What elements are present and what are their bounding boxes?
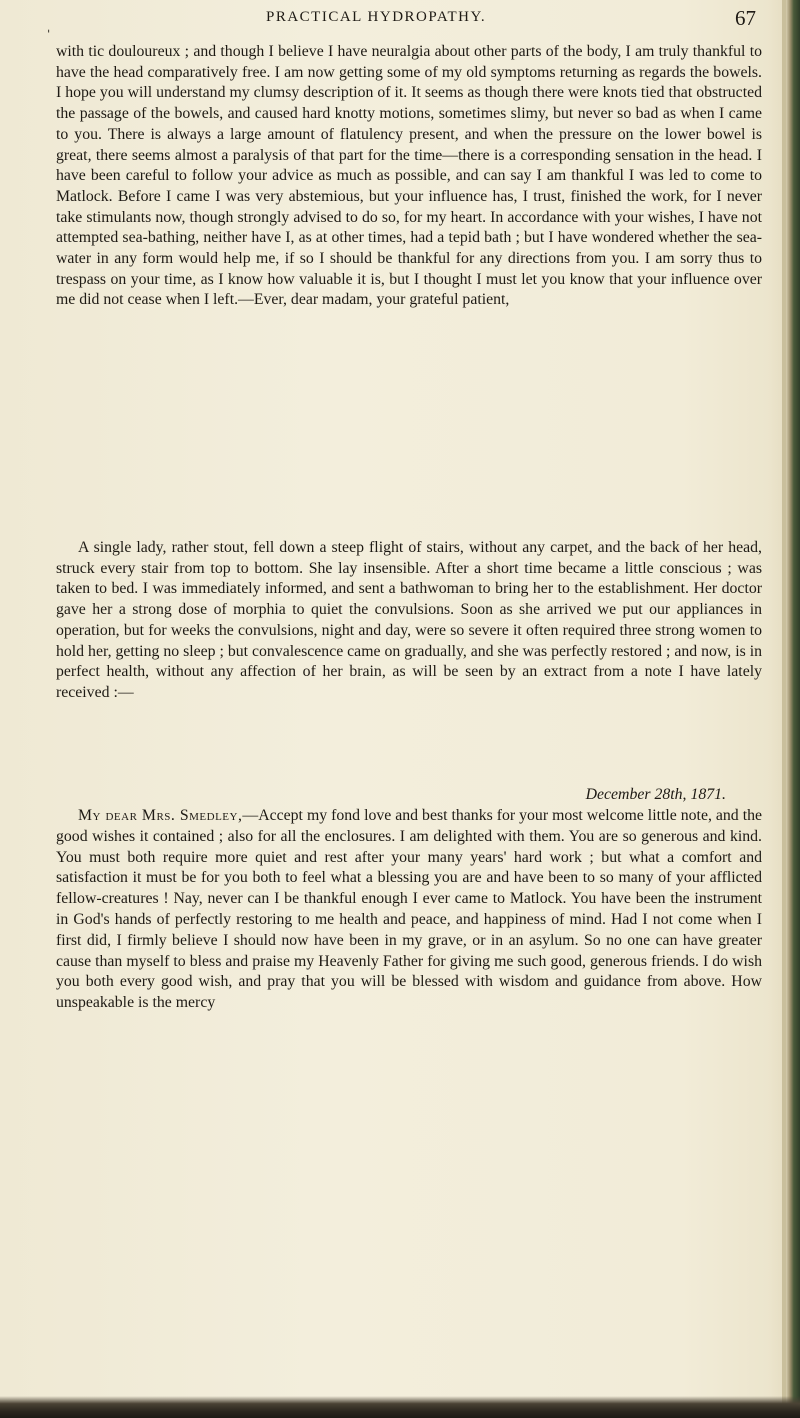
book-binding-edge [786, 0, 800, 1418]
paragraph-text: A single lady, rather stout, fell down a steep flight of stairs, without any carpet, and the back of her head, struck every stair from top to bottom. She lay insensible. After a short time became a little conscious ; was taken to bed. I was immediately informed, and sent a bathwoman to bring her to the establishment. Her doctor gave her a strong dose of morphia to quiet the convulsions. Soon as she arrived we put our appliances in operation, but for weeks the convulsions, night and day, were so severe it often required three strong women to hold her, getting no sleep ; but convalescence came on gradually, and she was perfectly restored ; and now, is in perfect health, without any affection of her brain, as will be seen by an extract from a note I have lately received :— [56, 539, 762, 701]
page-number: 67 [735, 6, 756, 30]
letter-continuation-paragraph [56, 42, 762, 311]
running-head: PRACTICAL HYDROPATHY. [266, 9, 487, 25]
quoted-letter [56, 806, 762, 1014]
letter-dateline: December 28th, 1871. [585, 786, 726, 803]
case-description-paragraph [56, 538, 762, 704]
letter-body: —Accept my fond love and best thanks for your most welcome little note, and the good wishes it contained ; also for all the enclosures. I am delighted with them. You are so generous and kind. You must both require more quiet and rest after your many years' hard work ; but what a comfort and satisfaction it must be for you both to feel what a blessing you are and have been to so many of your afflicted fellow-creatures ! Nay, never can I be thankful enough I ever came to Matlock. You have been the instrument in God's hands of perfectly restoring to me health and peace, and happiness of mind. Had I not come when I first did, I firmly believe I should now have been in my grave, or in an asylum. So no one can have greater cause than myself to bless and praise my Heavenly Father for giving me such good, generous friends. I do wish you both every good wish, and pray that you will be blessed with wisdom and guidance from above. How unspeakable is the mercy [56, 807, 762, 1012]
paragraph-text: with tic douloureux ; and though I believe I have neuralgia about other parts of the body, I am truly thankful to have the head comparatively free. I am now getting some of my old symptoms returning as regards the bowels. I hope you will understand my clumsy description of it. It seems as though there were knots tied that obstructed the passage of the bowels, and caused hard knotty motions, sometimes slimy, but never so bad as when I came to you. There is always a large amount of flatulency present, and when the pressure on the lower bowel is great, there seems almost a paralysis of that part for the time—there is a corresponding sensation in the head. I have been careful to follow your advice as much as possible, and can say I am thankful I was led to come to Matlock. Before I came I was very abstemious, but your influence has, I trust, finished the work, for I never take stimulants now, though strongly advised to do so, for my heart. In accordance with your wishes, I have not attempted sea-bathing, neither have I, as at other times, had a tepid bath ; but I have wondered whether the sea-water in any form would help me, if so I should be thankful for any directions from you. I am sorry thus to trespass on your time, as I know how valuable it is, but I thought I must let you know that your influence over me did not cease when I left.—Ever, dear madam, your grateful patient, [56, 43, 762, 309]
page-bottom-edge [0, 1396, 800, 1418]
margin-mark: ˌ [47, 20, 51, 34]
page-header [40, 6, 770, 36]
letter-salutation: My dear Mrs. Smedley, [78, 807, 243, 824]
